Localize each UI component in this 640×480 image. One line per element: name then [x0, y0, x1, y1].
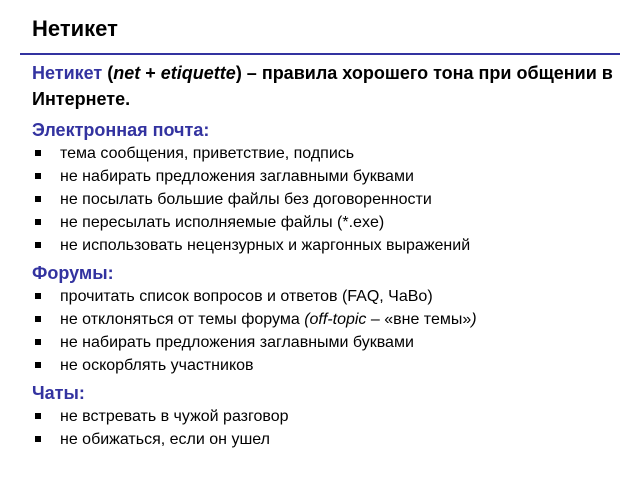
- square-bullet-icon: [35, 219, 41, 225]
- intro-word-net: net: [113, 63, 141, 83]
- list-item: [32, 308, 622, 331]
- square-bullet-icon: [35, 316, 41, 322]
- intro-plus: +: [140, 63, 161, 83]
- list-item: [32, 142, 622, 165]
- square-bullet-icon: [35, 413, 41, 419]
- list-item-text-after: – «вне темы»: [366, 311, 472, 328]
- list-item: [32, 285, 622, 308]
- square-bullet-icon: [35, 196, 41, 202]
- square-bullet-icon: [35, 339, 41, 345]
- title-divider: [20, 53, 620, 55]
- list-item-text-before: не отклоняться от темы форума: [60, 311, 305, 328]
- list-item: [32, 211, 622, 234]
- list-item: [32, 405, 622, 428]
- square-bullet-icon: [35, 362, 41, 368]
- list-item: [32, 428, 622, 451]
- list-item-text: тема сообщения, приветствие, подпись: [60, 145, 355, 162]
- list-item-text: не использовать нецензурных и жаргонных выражений: [60, 237, 471, 254]
- square-bullet-icon: [35, 173, 41, 179]
- list-item: [32, 234, 622, 257]
- square-bullet-icon: [35, 293, 41, 299]
- square-bullet-icon: [35, 150, 41, 156]
- list-item-text: прочитать список вопросов и ответов (FAQ, ЧаВо): [60, 288, 433, 305]
- intro-definition: [32, 60, 622, 112]
- square-bullet-icon: [35, 436, 41, 442]
- list-item: [32, 331, 622, 354]
- list-item-text: не пересылать исполняемые файлы (*.exe): [60, 214, 385, 231]
- square-bullet-icon: [35, 242, 41, 248]
- chats-list: [32, 405, 622, 451]
- list-item-text: не обижаться, если он ушел: [60, 431, 270, 448]
- list-item-text: не набирать предложения заглавными буквами: [60, 334, 414, 351]
- list-item: [32, 188, 622, 211]
- email-heading: Электронная почта:: [32, 120, 210, 140]
- chats-heading: Чаты:: [32, 383, 85, 403]
- intro-word-etiquette: etiquette: [160, 63, 236, 83]
- forums-heading: Форумы:: [32, 263, 114, 283]
- intro-rest: ) – правила хорошего тона при общении в Интернете.: [32, 63, 613, 109]
- forums-list: [32, 285, 622, 377]
- intro-paren-open: (: [107, 63, 114, 83]
- email-list: [32, 142, 622, 257]
- list-item: [32, 354, 622, 377]
- list-item-text-italic: (off-topic: [304, 311, 367, 328]
- list-item: [32, 165, 622, 188]
- list-item-text-close: ): [471, 311, 477, 328]
- slide-title: Нетикет: [32, 16, 118, 41]
- intro-term: Нетикет: [32, 63, 103, 83]
- slide-content: [32, 60, 622, 455]
- list-item-text: не посылать большие файлы без договоренности: [60, 191, 432, 208]
- list-item-text: не встревать в чужой разговор: [60, 408, 289, 425]
- list-item-text: не набирать предложения заглавными буквами: [60, 168, 414, 185]
- list-item-text: не оскорблять участников: [60, 357, 254, 374]
